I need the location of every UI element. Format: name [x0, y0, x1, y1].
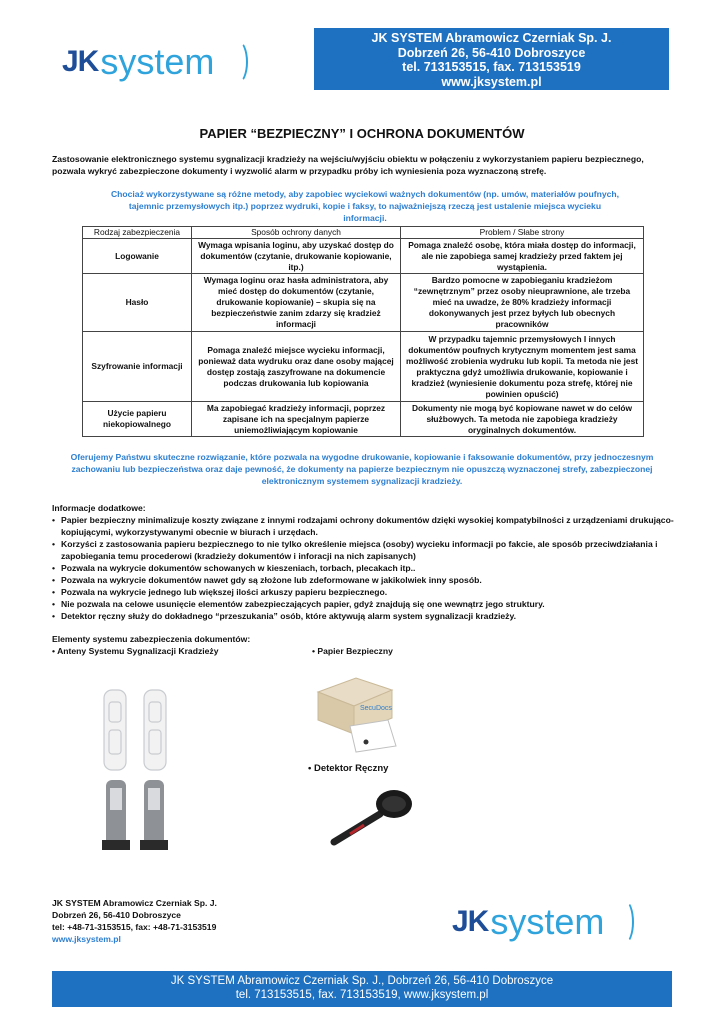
header-logo: [62, 40, 248, 84]
header-web: www.jksystem.pl: [441, 74, 542, 89]
table-row: [83, 402, 644, 437]
logo-system: system: [490, 901, 605, 942]
antenna-gates-image: [100, 688, 180, 858]
logo-jk: JK: [452, 905, 489, 938]
logo-system: system: [100, 41, 215, 82]
detector-text: Detektor Ręczny: [313, 763, 389, 774]
contact-web: www.jksystem.pl: [52, 934, 121, 944]
antennas-label: • Anteny Systemu Sygnalizacji Kradzieży: [52, 646, 219, 656]
table-cell: Pomaga znaleźć osobę, która miała dostęp do informacji, ale nie zapobiega samej kradzieży przed faktem jej wystąpienia.: [401, 239, 644, 274]
paper-label: • Papier Bezpieczny: [312, 646, 393, 656]
protection-table: [82, 226, 644, 437]
header-phone: tel. 713153515, fax. 713153519: [402, 60, 581, 74]
info-list: [52, 514, 676, 622]
elements-heading: Elementy systemu zabezpieczenia dokumentów:: [52, 634, 251, 644]
box-label: SecuDocs: [360, 705, 392, 712]
table-cell: Hasło: [83, 274, 192, 332]
list-item: • Papier bezpieczny minimalizuje koszty związane z innymi rodzajami ochrony dokumentów dzięki wysokiej kompatybilności z urządzeniami drukująco-kopiującymi, wykorzystywanymi obecnie w biurach i urzędach.: [52, 514, 676, 538]
logo-arc: [616, 900, 634, 944]
logo-jk: JK: [62, 45, 99, 78]
table-cell: W przypadku tajemnic przemysłowych I innych dokumentów poufnych krytycznym momentem jest sama możliwość zrobienia wydruku lub kopii. Ta metoda nie jest praktyczna gdyż umożliwia drukowanie, kopiowanie i kradzież (wyniesienie dokumentu poza strefę, której nie powinien opuścić): [401, 332, 644, 402]
table-cell: Pomaga znaleźć miejsce wycieku informacji, ponieważ data wydruku oraz dane osoby mającej dostęp zostają zaszyfrowane na dokumencie podczas drukowania lub kopiowania: [192, 332, 401, 402]
footer-bar: [52, 971, 672, 1007]
paper-text: Papier Bezpieczny: [317, 646, 393, 656]
table-cell: Dokumenty nie mogą być kopiowane nawet w do celów służbowych. Ta metoda nie zapobiega kradzieży oryginalnych dokumentów.: [401, 402, 644, 437]
table-header: Rodzaj zabezpieczenia: [83, 227, 192, 239]
list-item: • Detektor ręczny służy do dokładnego “przeszukania” osób, które aktywują alarm system sygnalizacji kradzieży.: [52, 610, 676, 622]
table-cell: Wymaga wpisania loginu, aby uzyskać dostęp do dokumentów (czytanie, drukowanie kopiowanie, itp.): [192, 239, 401, 274]
list-item: • Pozwala na wykrycie dokumentów schowanych w kieszeniach, torbach, plecakach itp..: [52, 562, 676, 574]
table-cell: Użycie papieru niekopiowalnego: [83, 402, 192, 437]
list-item: • Korzyści z zastosowania papieru bezpiecznego to nie tylko określenie miejsca (osoby) wycieku informacji po fakcie, ale sposób przeciwdziałania i zapobiegania temu procederowi (kradzieży dokumentów i inforacji na nich zapisanych): [52, 538, 676, 562]
antennas-text: Anteny Systemu Sygnalizacji Kradzieży: [57, 646, 219, 656]
table-cell: Ma zapobiegać kradzieży informacji, poprzez zapisane ich na specjalnym papierze uniemożliwiającym kopiowanie: [192, 402, 401, 437]
table-cell: Logowanie: [83, 239, 192, 274]
info-heading: Informacje dodatkowe:: [52, 503, 146, 513]
logo-arc: [228, 40, 248, 84]
table-cell: Wymaga loginu oraz hasła administratora, aby mieć dostęp do dokumentów (czytanie, drukowanie kopiowanie) – skupia się na bezpieczeństwie zanim zdarzy się kradzież informacji: [192, 274, 401, 332]
footer-logo: [452, 900, 634, 944]
blue-intro-paragraph: Chociaż wykorzystywane są różne metody, aby zapobiec wyciekowi ważnych dokumentów (np. umów, materiałów poufnych, tajemnic przemysłowych itp.) poprzez wydruki, kopie i faksy, to najważniejszą rzeczą jest ustalenie miejsca wycieku informacji.: [110, 189, 620, 223]
list-item: • Nie pozwala na celowe usunięcie elementów zabezpieczających papier, gdyż znajdują się one wewnątrz jego struktury.: [52, 598, 676, 610]
table-row: [83, 239, 644, 274]
table-row: [83, 274, 644, 332]
table-cell: Bardzo pomocne w zapobieganiu kradzieżom “zewnętrznym” przez osoby nieuprawnione, ale trzeba mieć na uwadze, że 80% kradzieży informacji dokonywanych jest przez byłych lub obecnych pracowników: [401, 274, 644, 332]
header-contact-box: [314, 28, 669, 90]
contact-phone: tel: +48-71-3153515, fax: +48-71-3153519: [52, 922, 217, 932]
table-cell: Szyfrowanie informacji: [83, 332, 192, 402]
table-header-row: [83, 227, 644, 239]
blue-offer-paragraph: Oferujemy Państwu skuteczne rozwiązanie, które pozwala na wygodne drukowanie, kopiowanie i faksowanie dokumentów, przy jednoczesnym zachowaniu lub bezpieczeństwa oraz daje pewność, że dokumenty na papierze bezpiecznym nie opuszczą wyznaczonej strefy, zabezpieczonej elektronicznym systemem sygnalizacji kradzieży.: [70, 452, 654, 486]
header-address: Dobrzeń 26, 56-410 Dobroszyce: [397, 45, 586, 60]
footer-line-2: tel. 713153515, fax. 713153519, www.jksystem.pl: [235, 989, 489, 1001]
table-row: [83, 332, 644, 402]
hand-detector-image: [330, 788, 420, 848]
footer-line-1: JK SYSTEM Abramowicz Czerniak Sp. J., Dobrzeń 26, 56-410 Dobroszyce: [170, 975, 554, 987]
page-title: PAPIER “BEZPIECZNY” I OCHRONA DOKUMENTÓW: [199, 126, 525, 141]
intro-paragraph: Zastosowanie elektronicznego systemu sygnalizacji kradzieży na wejściu/wyjściu obiektu w połączeniu z wykorzystaniem papieru bezpiecznego, pozwala wykryć zabezpieczone dokumenty i wyzwolić alarm w przypadku próby ich wyniesienia poza wyznaczoną strefę.: [52, 154, 644, 176]
header-company: JK SYSTEM Abramowicz Czerniak Sp. J.: [371, 31, 612, 45]
list-item: • Pozwala na wykrycie jednego lub większej ilości arkuszy papieru bezpiecznego.: [52, 586, 676, 598]
table-header: Problem / Słabe strony: [401, 227, 644, 239]
info-section: [52, 502, 676, 622]
contact-address: Dobrzeń 26, 56-410 Dobroszyce: [52, 910, 181, 920]
list-item: • Pozwala na wykrycie dokumentów nawet gdy są złożone lub zdeformowane w jakikolwiek inny sposób.: [52, 574, 676, 586]
contact-company: JK SYSTEM Abramowicz Czerniak Sp. J.: [52, 898, 217, 908]
table-header: Sposób ochrony danych: [192, 227, 401, 239]
secure-paper-image: [312, 672, 402, 754]
detector-label: • Detektor Ręczny: [308, 763, 389, 774]
